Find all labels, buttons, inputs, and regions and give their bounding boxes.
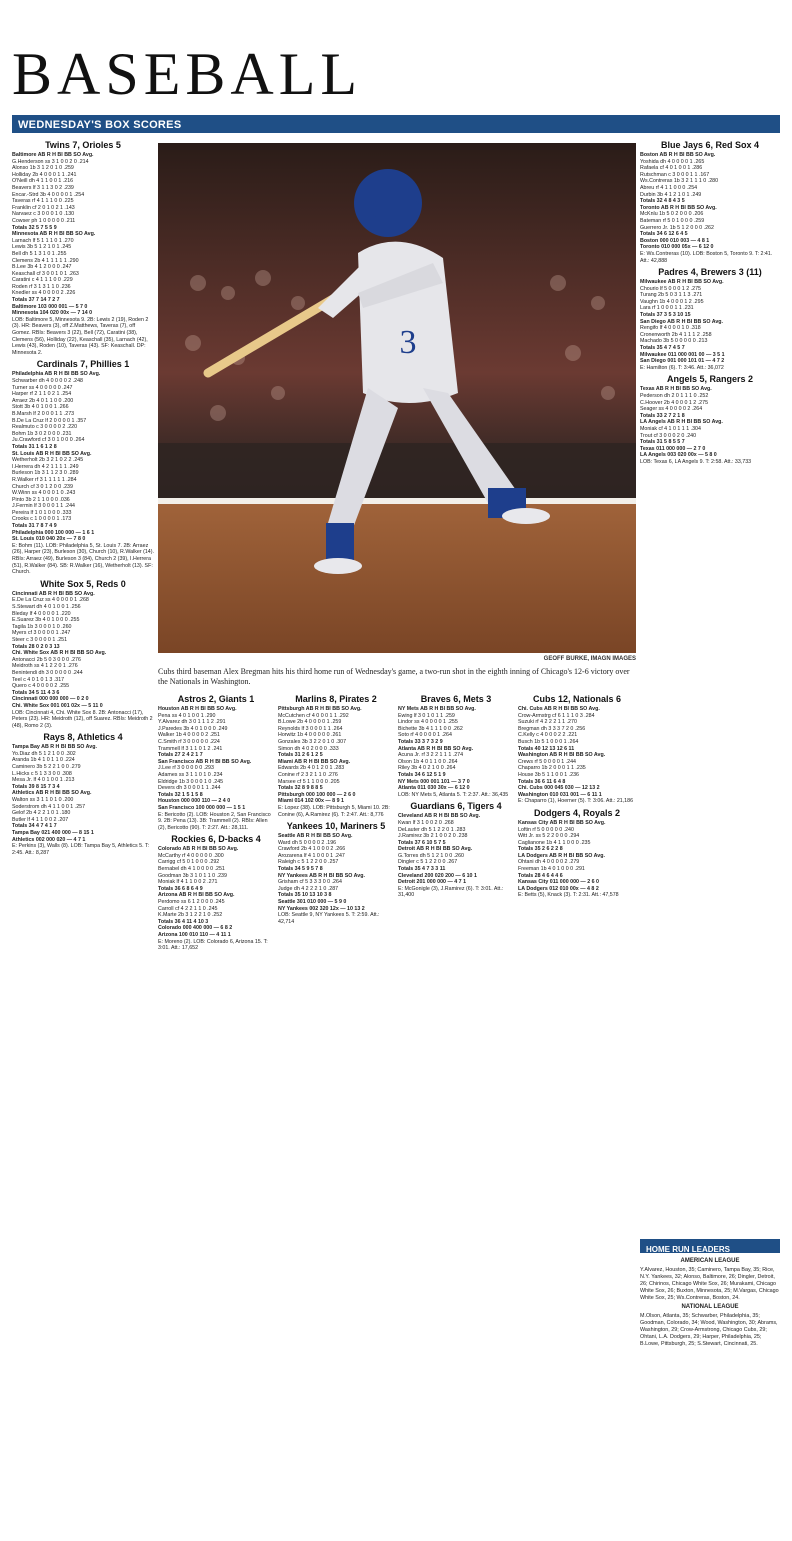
box-score-title: Dodgers 4, Royals 2 <box>533 807 621 818</box>
stat-row: E.De La Cruz ss 4 0 0 0 0 1 .268 <box>12 597 89 604</box>
stat-row: Bregman dh 3 3 3 7 2 0 .256 <box>518 725 586 732</box>
game-notes: E: Bohm (11). LOB: Philadelphia 5, St. Louis 7. 2B: Arraez (26), Harper (23), Burleson (30), Church (10), R.Walker (14). RBIs: Arraez (49), Burleson 3 (84), Church 2 (39), I.Herrera (51), R.Walker (84). SB: R.Walker (16), Wetherholt (13). SF: Church. <box>12 542 154 576</box>
game-notes: LOB: Texas 6, LA Angels 9. T: 2:58. Att.: 33,733 <box>640 458 752 465</box>
photo-caption: Cubs third baseman Alex Bregman hits his third home run of Wednesday's game, a two-run shot in the eighth inning of Chicago's 12-6 victory over the Nationals in Washington. <box>158 667 630 686</box>
stat-row: Yo.Diaz dh 5 1 2 1 0 0 .302 <box>12 750 76 757</box>
column-right <box>640 140 780 1235</box>
linescore-row: Detroit 201 000 000 — 4 7 1 <box>398 879 467 886</box>
photo-credit: GEOFF BURKE, IMAGN IMAGES <box>543 656 636 662</box>
leaders-title: HOME RUN LEADERS <box>646 1245 731 1254</box>
stat-row: C.Hoover 2b 4 0 0 0 1 2 .275 <box>640 399 709 406</box>
box-score <box>158 694 274 831</box>
stat-row: Arozarena lf 4 1 0 0 0 1 .247 <box>278 852 345 859</box>
stat-row: Busch 1b 5 1 0 0 0 1 .264 <box>518 738 579 745</box>
stat-row: Simon dh 4 0 2 0 0 0 .333 <box>278 745 339 752</box>
stat-row: Schwarber dh 4 0 0 0 0 2 .248 <box>12 378 83 384</box>
stat-row: Butler lf 4 1 1 0 0 2 .207 <box>12 816 69 823</box>
stat-row: G.Torres dh 5 1 2 1 0 0 .260 <box>398 852 464 859</box>
page-title: BASEBALL <box>12 41 363 107</box>
box-score <box>12 579 154 729</box>
stat-row: Y.Alvarez dh 3 0 1 1 1 2 .291 <box>158 719 226 726</box>
linescore-row: Baltimore 103 000 001 — 5 7 0 <box>12 303 88 310</box>
stat-row: Benintendi dh 3 0 0 0 0 0 .244 <box>12 669 83 676</box>
stat-row: Church cf 3 0 1 2 0 0 .239 <box>12 483 73 490</box>
box-score <box>518 694 636 805</box>
game-notes: E: Lopez (38). LOB: Pittsburgh 5, Miami 10. 2B: Conine (6), A.Ramirez (6). T: 2:47. Att.: 8,776 <box>278 804 390 818</box>
stat-row: Totals 27 2 4 2 1 7 <box>158 752 203 759</box>
stat-row: Cronenworth 2b 4 1 1 1 2 .258 <box>640 331 712 338</box>
box-score-title: Braves 6, Mets 3 <box>420 694 492 704</box>
stat-row: Bell dh 5 1 3 1 0 1 .255 <box>12 250 67 257</box>
stat-row: Totals 35 4 7 3 3 11 <box>398 866 446 873</box>
stat-row: Miami AB R H BI BB SO Avg. <box>278 758 351 765</box>
stat-row: E.Suarez 3b 4 0 1 0 0 0 .255 <box>12 617 80 624</box>
linescore-row: Minnesota 104 020 00x — 7 14 0 <box>12 310 93 317</box>
stat-row: LA Angels AB R H BI BB SO Avg. <box>640 419 723 426</box>
stat-row: Stott 3b 4 0 1 0 0 1 .266 <box>12 404 69 411</box>
stat-row: Loftin rf 5 0 0 0 0 0 .240 <box>518 826 574 833</box>
box-score-title: Yankees 10, Mariners 5 <box>286 821 386 832</box>
al-leaders-list: Y.Alvarez, Houston, 35; Caminero, Tampa Bay, 35; Rice, N.Y. Yankees, 32; Alonso, Baltimore, 26; Dingler, Detroit, 26; Chirinos, Chicago White Sox, 26; Murakami, Chicago White Sox, 26; Buxton, Minnesota, 25; M.Vargas, Chicago White Sox, 25; Ws.Contreras, Boston, 24. <box>640 1267 779 1301</box>
box-score <box>12 140 154 356</box>
box-score-title: Padres 4, Brewers 3 (11) <box>658 267 762 278</box>
stat-row: Detroit AB R H BI BB SO Avg. <box>398 846 473 853</box>
stat-row: Soderstrom dh 4 1 1 0 0 1 .257 <box>12 803 86 810</box>
stat-row: Harper rf 2 1 1 0 2 1 .254 <box>12 391 72 398</box>
linescore-row: Texas 011 000 000 — 2 7 0 <box>640 445 706 452</box>
stat-row: Guerrero Jr. 1b 5 1 2 0 0 0 .262 <box>640 224 714 231</box>
stat-row: Steer c 3 0 0 0 0 1 .251 <box>12 636 68 643</box>
stat-row: Cleveland AB R H BI BB SO Avg. <box>398 813 481 820</box>
game-notes: E: Chaparro (1), Hoerner (5). T: 3:06. Att.: 21,186 <box>518 798 634 805</box>
stat-row: Edwards 2b 4 0 1 2 0 1 .283 <box>278 765 345 772</box>
stat-row: Seager ss 4 0 0 0 0 2 .264 <box>640 406 703 413</box>
game-notes: E: Betts (5), Knack (3). T: 2:31. Att.: 47,578 <box>518 892 619 899</box>
stat-row: Tampa Bay AB R H BI BB SO Avg. <box>12 744 97 751</box>
stat-row: B.De La Cruz lf 2 0 0 0 0 1 .357 <box>12 417 87 424</box>
stat-row: Totals 35 2 6 2 2 8 <box>518 846 563 853</box>
nl-leaders-list: M.Olson, Atlanta, 35; Schwarber, Philadelphia, 35; Goodman, Colorado, 34; Wood, Washington, 30; Abrams, Washington, 29; Crow-Armstrong, Chicago Cubs, 29; Ohtani, L.A. Dodgers, 29; Harper, Philadelphia, 25; B.Lowe, Pittsburgh, 25; S.Stewart, Cincinnati, 25. <box>640 1313 778 1347</box>
linescore-row: Boston 000 010 003 — 4 8 1 <box>640 237 710 244</box>
stat-row: San Diego AB R H BI BB SO Avg. <box>640 318 723 325</box>
game-notes: LOB: NY Mets 5, Atlanta 5. T: 2:37. Att.: 36,435 <box>398 791 509 798</box>
stat-row: Meidroth ss 4 1 2 2 0 1 .276 <box>12 663 78 670</box>
stat-row: Pereira lf 1 0 1 0 0 0 .333 <box>12 509 72 516</box>
stat-row: Walker 1b 4 0 0 0 0 2 .251 <box>158 732 220 739</box>
stat-row: NY Mets AB R H BI BB SO Avg. <box>398 706 476 712</box>
stat-row: Roden rf 3 1 3 1 1 0 .236 <box>12 283 71 290</box>
linescore-row: Arizona 100 010 110 — 4 11 1 <box>158 932 231 938</box>
linescore-row: NY Yankees 002 320 12x — 10 13 2 <box>278 905 365 912</box>
stat-row: Baltimore AB R H BI BB SO Avg. <box>12 152 94 158</box>
stat-row: Adames ss 3 1 1 0 1 0 .234 <box>158 771 223 778</box>
stat-row: Bleday lf 4 0 0 0 0 1 .220 <box>12 610 71 617</box>
stat-row: Totals 31 2 6 1 2 5 <box>278 752 323 759</box>
stat-row: Arraez 2b 4 0 1 1 0 0 .200 <box>12 397 74 404</box>
stat-row: Alonso 1b 3 1 2 0 1 0 .259 <box>12 165 74 172</box>
stat-row: Totals 35 4 7 4 5 7 <box>640 345 685 352</box>
game-notes: E: Moreno (2). LOB: Colorado 6, Arizona 15. T: 3:01. Att.: 17,652 <box>158 938 268 952</box>
stat-row: Totals 28 0 2 0 3 13 <box>12 643 60 650</box>
stat-row: Witt Jr. ss 5 2 2 0 0 0 .294 <box>518 833 580 840</box>
stat-row: J.Lee rf 3 0 0 0 0 0 .293 <box>158 765 214 772</box>
stat-row: Totals 40 12 13 12 6 11 <box>518 745 575 752</box>
stat-row: W.Winn ss 4 0 0 0 1 0 .243 <box>12 490 76 497</box>
stat-row: Moniak cf 4 1 0 1 1 1 .304 <box>640 425 701 432</box>
stat-row: Ws.Contreras 1b 3 2 1 1 1 0 .280 <box>640 178 719 185</box>
stat-row: Cincinnati AB R H BI BB SO Avg. <box>12 590 95 597</box>
box-score <box>640 140 780 264</box>
stat-row: Pena ss 4 0 1 0 0 1 .290 <box>158 712 216 719</box>
stat-row: Burleson 1b 3 1 1 2 3 0 .289 <box>12 470 79 477</box>
box-score <box>158 834 274 952</box>
stat-row: Goodman 3b 3 1 0 1 1 0 .239 <box>158 872 227 879</box>
stat-row: Olson 1b 4 0 1 1 0 0 .264 <box>398 758 458 765</box>
box-score <box>398 801 514 899</box>
stat-row: Eldridge 1b 3 0 0 0 1 0 .245 <box>158 778 224 785</box>
box-score <box>398 694 514 798</box>
stat-row: DeLauter dh 5 1 2 2 0 1 .283 <box>398 826 466 833</box>
linescore-row: Cleveland 200 020 200 — 6 10 1 <box>398 872 477 879</box>
stat-row: Narvaez c 3 0 0 0 1 0 .130 <box>12 211 75 218</box>
stat-row: Cowser ph 1 0 0 0 0 0 .211 <box>12 217 76 224</box>
linescore-row: San Diego 001 000 101 01 — 4 7 2 <box>640 358 725 365</box>
stat-row: Suzuki rf 4 2 2 2 1 1 .270 <box>518 719 577 726</box>
stat-row: Totals 32 1 5 1 5 8 <box>158 791 203 798</box>
stat-row: Ohtani dh 4 0 0 0 0 2 .279 <box>518 859 580 866</box>
linescore-row: NY Mets 000 001 101 — 3 7 0 <box>398 778 470 785</box>
game-notes: E: Bericotto (2). LOB: Houston 2, San Francisco 9. 2B: Pena (13). 3B: Trammell (2). RBIs: Allen (2), Bericotto (90). T: 2:27. Att.: 28,111. <box>158 811 271 831</box>
stat-row: Totals 37 7 14 7 2 7 <box>12 297 60 304</box>
stat-row: Trammell lf 3 1 1 0 1 2 .241 <box>158 745 223 752</box>
linescore-row: St. Louis 010 040 20x — 7 8 0 <box>12 536 86 543</box>
stat-row: Totals 31 1 6 1 2 8 <box>12 443 57 450</box>
linescore-row: Athletics 002 000 020 — 4 7 1 <box>12 836 86 843</box>
stat-row: Conine rf 2 3 2 1 1 0 .276 <box>278 771 338 778</box>
box-score-title: Astros 2, Giants 1 <box>177 694 255 704</box>
column-center-d <box>518 694 636 1532</box>
stat-row: House 3b 5 1 1 0 0 1 .236 <box>518 771 579 778</box>
stat-row: J.Ramirez 3b 2 1 0 0 2 0 .238 <box>398 833 468 840</box>
linescore-row: Washington 010 031 001 — 6 11 1 <box>518 791 602 798</box>
column-center-c <box>398 694 514 1532</box>
stat-row: Lara rf 1 0 0 0 1 1 .231 <box>640 305 694 312</box>
box-score-title: Twins 7, Orioles 5 <box>45 140 121 150</box>
stat-row: Encar.-Strd 3b 4 0 0 0 0 1 .254 <box>12 191 85 198</box>
stat-row: Caratini c 4 1 1 1 0 0 .229 <box>12 277 73 284</box>
stat-row: Washington AB R H BI BB SO Avg. <box>518 752 606 759</box>
box-score <box>278 694 394 818</box>
stat-row: Totals 28 4 6 4 4 6 <box>518 872 563 879</box>
stat-row: Colorado AB R H BI BB SO Avg. <box>158 846 239 853</box>
stat-row: Wetherholt 2b 3 2 1 0 2 2 .245 <box>12 457 84 464</box>
stat-row: C.Kelly c 4 0 0 0 2 2 .221 <box>518 732 578 739</box>
game-notes: LOB: Cincinnati 4, Chi. White Sox 8. 2B: Antonacci (17), Peters (23). HR: Meidroth (12), off Suarez. RBIs: Meidroth 2 (48), Romo 2 (3). <box>12 709 153 729</box>
linescore-row: Cincinnati 000 000 000 — 0 2 0 <box>12 696 89 703</box>
stat-row: Trout cf 3 0 0 0 2 0 .240 <box>640 432 697 439</box>
stat-row: Machado 3b 5 0 0 0 0 0 .213 <box>640 338 708 345</box>
stat-row: Totals 36 6 11 6 4 8 <box>518 778 566 785</box>
box-score <box>518 808 636 899</box>
stat-row: Gelof 2b 4 2 2 1 0 1 .180 <box>12 810 71 817</box>
section-title: WEDNESDAY'S BOX SCORES <box>18 119 182 131</box>
linescore-row: Milwaukee 011 000 001 00 — 3 5 1 <box>640 351 725 358</box>
stat-row: Chi. White Sox AB R H BI BB SO Avg. <box>12 650 107 657</box>
stat-row: Arizona AB R H BI BB SO Avg. <box>158 892 235 899</box>
linescore-row: Atlanta 011 030 30x — 6 12 0 <box>398 785 470 792</box>
masthead <box>12 41 780 107</box>
stat-row: Judge dh 4 2 2 2 1 0 .287 <box>278 885 339 892</box>
stat-row: Riley 3b 4 0 2 1 0 0 .264 <box>398 765 456 772</box>
stat-row: Acuna Jr. rf 3 2 2 1 1 1 .274 <box>398 752 464 759</box>
stat-row: J.Fermin lf 3 0 0 0 1 1 .244 <box>12 503 76 510</box>
bregman-swing-photo <box>158 143 636 653</box>
stat-row: Texas AB R H BI BB SO Avg. <box>640 386 712 393</box>
stat-row: Clemens 2b 4 1 1 1 1 1 .290 <box>12 257 79 264</box>
stat-row: Beavers lf 3 1 1 3 0 2 .239 <box>12 184 74 191</box>
stat-row: Taveras rf 4 1 1 1 0 0 .225 <box>12 198 74 205</box>
stat-row: Totals 36 6 8 6 4 9 <box>158 885 203 892</box>
stat-row: Aranda 1b 4 1 0 1 1 0 .224 <box>12 757 75 764</box>
stat-row: Perdomo ss 6 1 2 0 0 0 .245 <box>158 899 225 906</box>
stat-row: Lindor ss 4 0 0 0 0 1 .255 <box>398 719 458 726</box>
stat-row: Totals 31 7 8 7 4 9 <box>12 523 57 530</box>
stat-row: Realmuto c 3 0 0 0 0 2 .220 <box>12 424 78 431</box>
stat-row: Totals 31 5 8 5 5 7 <box>640 439 685 446</box>
stat-row: Totals 34 5 9 5 7 8 <box>278 866 323 873</box>
stat-row: Grisham cf 5 3 3 3 0 0 .264 <box>278 879 342 886</box>
linescore-row: Tampa Bay 021 400 000 — 8 15 1 <box>12 830 94 836</box>
linescore-row: Miami 014 102 00x — 8 9 1 <box>278 798 344 805</box>
linescore-row: Houston 000 000 110 — 2 4 0 <box>158 798 231 805</box>
stat-row: Lewis 3b 5 1 2 1 0 1 .245 <box>12 244 72 251</box>
stat-row: Totals 34 4 7 4 1 7 <box>12 823 57 830</box>
game-notes: LOB: Baltimore 5, Minnesota 9. 2B: Lewis 2 (19), Roden 2 (3). HR: Beavers (3), off Z.Matthews, Taveras (7), off Gomez. RBIs: Beavers 3 (22), Bell (72), Caratini (38), Clemens (56), Holliday (22), Keaschall (35), Larnach (42), Lewis (43), Roden (10), Taveras (43). SF: Keaschall. DP: Minnesota 2. <box>12 316 149 356</box>
stat-row: McKnlu 1b 5 0 2 0 0 0 .206 <box>640 211 704 218</box>
linescore-row: Philadelphia 000 100 000 — 1 6 1 <box>12 529 95 536</box>
stat-row: Crawford 2b 4 1 0 0 0 2 .266 <box>278 846 346 853</box>
stat-row: Boston AB R H BI BB SO Avg. <box>640 152 716 158</box>
linescore-row: Toronto 010 000 05x — 6 12 0 <box>640 244 714 251</box>
stat-row: Antonacci 2b 5 0 3 0 0 0 .276 <box>12 656 81 663</box>
stat-row: L.Hicks c 5 1 3 3 0 0 .308 <box>12 770 72 777</box>
stat-row: Chaparro 1b 2 0 0 0 1 1 .235 <box>518 765 586 772</box>
game-notes: E: Perkins (3), Walls (8). LOB: Tampa Bay 5, Athletics 5. T: 2:45. Att.: 8,287 <box>12 843 150 856</box>
stat-row: Totals 37 6 10 5 7 5 <box>398 839 446 846</box>
box-score-title: Guardians 6, Tigers 4 <box>410 801 502 812</box>
stat-row: Totals 34 6 12 6 4 5 <box>640 231 688 238</box>
stat-row: Holliday 2b 4 0 0 0 1 1 .241 <box>12 171 77 178</box>
column-center-a <box>158 694 274 1532</box>
stat-row: NY Yankees AB R H BI BB SO Avg. <box>278 872 365 879</box>
stat-row: Bohm 1b 3 0 2 0 0 0 .231 <box>12 430 72 437</box>
stat-row: Totals 34 6 12 5 1 9 <box>398 771 446 778</box>
jersey-number: 3 <box>399 324 417 361</box>
stat-row: O'Neill dh 4 1 1 0 0 1 .216 <box>12 178 74 185</box>
column-center-b <box>278 694 394 1532</box>
stat-row: R.Walker rf 3 1 1 1 1 1 .284 <box>12 476 77 483</box>
box-score-title: Cardinals 7, Phillies 1 <box>36 359 130 370</box>
stat-row: McCutchen cf 4 0 0 0 1 1 .292 <box>278 712 349 719</box>
linescore-row: LA Angels 003 020 00x — 5 8 0 <box>640 452 717 459</box>
stat-row: Dingler c 5 1 2 2 0 0 .267 <box>398 859 458 866</box>
game-photo <box>158 143 636 653</box>
stat-row: Crooks c 1 0 0 0 0 1 .173 <box>12 516 72 523</box>
stat-row: Walton ss 3 1 1 0 1 0 .200 <box>12 797 74 804</box>
stat-row: Ward dh 5 0 0 0 0 2 .196 <box>278 839 337 846</box>
stat-row: Pederson dh 2 0 1 1 1 0 .252 <box>640 393 709 399</box>
stat-row: Totals 32 8 9 8 8 5 <box>278 785 323 792</box>
stat-row: Yoshida dh 4 0 0 0 0 1 .265 <box>640 158 705 165</box>
stat-row: Gonzales 3b 3 2 2 0 1 0 .307 <box>278 738 347 745</box>
box-score-title: Cubs 12, Nationals 6 <box>532 694 622 704</box>
stat-row: Toronto AB R H BI BB SO Avg. <box>640 204 717 211</box>
stat-row: Seattle AB R H BI BB SO Avg. <box>278 833 353 840</box>
stat-row: Caglianone 1b 4 1 1 0 0 0 .235 <box>518 839 591 846</box>
stat-row: Bateman rf 5 0 1 0 0 0 .259 <box>640 217 705 224</box>
stat-row: Horwitz 1b 4 0 0 0 0 0 .261 <box>278 732 342 739</box>
linescore-row: Seattle 301 010 000 — 5 9 0 <box>278 899 347 906</box>
stat-row: Raleigh c 5 1 2 2 0 0 .257 <box>278 859 339 866</box>
stat-row: Rafaela cf 4 0 1 0 0 1 .286 <box>640 165 703 172</box>
stat-row: Totals 33 3 7 3 2 9 <box>398 738 443 745</box>
stat-row: Turner ss 4 0 0 0 0 0 .247 <box>12 384 73 391</box>
stat-row: Reynolds lf 3 0 0 0 1 1 .264 <box>278 725 343 732</box>
stat-row: Tagila 1b 3 0 0 0 1 0 .260 <box>12 623 72 630</box>
stat-row: Kwan lf 3 1 0 0 2 0 .268 <box>398 819 454 826</box>
game-notes: E: McGonigle (3), J.Ramirez (6). T: 3:01. Att.: 31,400 <box>398 885 504 899</box>
stat-row: K.Marte 2b 3 1 2 2 1 0 .252 <box>158 912 223 919</box>
box-score-title: Rays 8, Athletics 4 <box>43 732 123 743</box>
stat-row: Atlanta AB R H BI BB SO Avg. <box>398 745 474 752</box>
linescore-row: Kansas City 011 000 000 — 2 6 0 <box>518 879 599 886</box>
stat-row: Mesa Jr. lf 4 0 1 0 0 1 .213 <box>12 777 75 784</box>
stat-row: B.Lowe 2b 4 0 0 0 0 1 .259 <box>278 719 342 726</box>
stat-row: Carrigg cf 5 0 1 0 0 0 .292 <box>158 859 220 866</box>
stat-row: Durbin 3b 4 1 2 1 0 1 .249 <box>640 191 702 198</box>
stat-row: Chi. Cubs AB R H BI BB SO Avg. <box>518 706 600 712</box>
stat-row: Pinto 3b 2 1 1 0 0 0 .036 <box>12 496 70 503</box>
stat-row: Ju.Crawford cf 3 0 1 0 0 0 .264 <box>12 437 85 444</box>
stat-row: Larnach lf 5 1 1 1 0 1 .270 <box>12 237 74 244</box>
stat-row: McCarthy rf 4 0 0 0 0 0 .300 <box>158 852 224 859</box>
box-score-title: Blue Jays 6, Red Sox 4 <box>660 140 760 150</box>
stat-row: Teel c 4 0 1 0 1 3 .317 <box>12 676 65 683</box>
linescore-row: Pittsburgh 000 100 000 — 2 6 0 <box>278 791 356 798</box>
stat-row: Keaschall cf 3 0 0 1 0 1 .263 <box>12 270 79 277</box>
stat-row: Totals 37 3 5 3 10 15 <box>640 312 691 319</box>
section-banner <box>12 115 780 133</box>
linescore-row: Colorado 000 400 000 — 6 8 2 <box>158 925 233 932</box>
stat-row: Ewing lf 3 0 1 0 1 1 .259 <box>398 712 455 719</box>
box-score-title: Marlins 8, Pirates 2 <box>295 694 377 704</box>
stat-row: J.Paredes 3b 4 0 1 0 0 0 .249 <box>158 725 228 732</box>
stat-row: Turang 2b 5 0 3 1 1 3 .271 <box>640 292 703 299</box>
stat-row: Myers cf 3 0 0 0 0 1 .247 <box>12 630 71 637</box>
stat-row: Totals 36 4 11 4 10 3 <box>158 918 209 925</box>
stat-row: Freeman 1b 4 0 1 0 0 0 .291 <box>518 866 585 873</box>
stat-row: C.Smith rf 3 0 0 0 0 0 .224 <box>158 738 220 745</box>
stat-row: Totals 35 10 13 10 3 8 <box>278 892 332 899</box>
stat-row: Rengifo lf 4 0 0 0 1 0 .318 <box>640 325 701 332</box>
stat-row: Vaughn 1b 4 0 0 0 1 2 .295 <box>640 298 704 305</box>
stat-row: Crow-Armstrg cf 6 1 1 1 0 3 .284 <box>518 712 595 719</box>
game-notes: E: Ws.Contreras (10). LOB: Boston 5, Toronto 9. T: 2:41. Att.: 42,888 <box>640 250 773 264</box>
stat-row: Soto rf 4 0 0 0 0 1 .264 <box>398 732 452 739</box>
stat-row: Devers dh 3 0 0 0 1 1 .244 <box>158 785 221 792</box>
stat-row: Kansas City AB R H BI BB SO Avg. <box>518 819 606 826</box>
linescore-row: San Francisco 100 000 000 — 1 5 1 <box>158 804 246 811</box>
stat-row: Bichette 3b 4 1 1 1 0 0 .262 <box>398 725 463 732</box>
stat-row: Houston AB R H BI BB SO Avg. <box>158 706 237 712</box>
stat-row: Totals 32 5 7 5 5 9 <box>12 224 57 231</box>
box-score <box>640 374 780 465</box>
stat-row: San Francisco AB R H BI BB SO Avg. <box>158 758 252 765</box>
stat-row: Caminero 3b 5 2 2 1 0 0 .279 <box>12 764 81 771</box>
stat-row: Bernabel dh 4 1 0 0 0 0 .251 <box>158 866 225 873</box>
home-run-leaders <box>640 1256 780 1348</box>
stat-row: B.Marsh lf 2 0 0 0 1 1 .273 <box>12 410 75 417</box>
stat-row: Carroll cf 4 2 2 1 1 0 .245 <box>158 905 218 912</box>
linescore-row: Chi. Cubs 000 045 030 — 12 13 2 <box>518 785 600 792</box>
stat-row: Moniak lf 4 1 1 0 0 2 .271 <box>158 879 218 886</box>
stat-row: Quero c 4 0 0 0 0 2 .255 <box>12 683 70 690</box>
stat-row: Marsee cf 5 1 1 0 0 0 .205 <box>278 778 340 785</box>
box-score-title: White Sox 5, Reds 0 <box>40 578 126 589</box>
stat-row: Totals 33 2 7 2 1 8 <box>640 412 685 419</box>
box-score <box>12 732 154 856</box>
linescore-row: Chi. White Sox 001 001 02x — 5 11 0 <box>12 702 103 709</box>
stat-row: Athletics AB R H BI BB SO Avg. <box>12 790 92 797</box>
box-score <box>278 821 394 925</box>
stat-row: Milwaukee AB R H BI BB SO Avg. <box>640 279 724 286</box>
linescore-row: LA Dodgers 012 010 00x — 4 8 2 <box>518 885 599 892</box>
box-score <box>640 267 780 371</box>
box-score <box>12 359 154 575</box>
stat-row: LA Dodgers AB R H BI BB SO Avg. <box>518 852 605 859</box>
stat-row: I.Herrera dh 4 2 1 1 1 1 .249 <box>12 463 79 470</box>
box-score-title: Angels 5, Rangers 2 <box>666 374 754 385</box>
stat-row: Minnesota AB R H BI BB SO Avg. <box>12 231 96 238</box>
stat-row: Crews rf 5 0 0 0 0 1 .244 <box>518 758 577 765</box>
stat-row: S.Stewart dh 4 0 1 0 0 1 .256 <box>12 604 81 610</box>
stat-row: Totals 34 5 11 4 3 6 <box>12 689 60 696</box>
stat-row: Chourio lf 5 0 0 0 1 2 .275 <box>640 285 701 292</box>
stat-row: G.Henderson ss 3 1 0 0 2 0 .214 <box>12 158 89 165</box>
stat-row: Pittsburgh AB R H BI BB SO Avg. <box>278 706 362 712</box>
stat-row: Knedler ss 4 0 0 0 0 2 .226 <box>12 290 76 297</box>
stat-row: St. Louis AB R H BI BB SO Avg. <box>12 450 92 457</box>
stat-row: Rutschman c 3 0 0 0 1 1 .167 <box>640 171 710 178</box>
stat-row: Totals 32 4 8 4 3 5 <box>640 198 685 205</box>
column-left <box>12 140 154 1532</box>
stat-row: Abreu rf 4 1 1 0 0 0 .254 <box>640 184 698 191</box>
box-score-title: Rockies 6, D-backs 4 <box>171 834 261 845</box>
game-notes: LOB: Seattle 9, NY Yankees 5. T: 2:59. Att.: 42,714 <box>278 912 380 925</box>
stat-row: Philadelphia AB R H BI BB SO Avg. <box>12 371 101 378</box>
stat-row: Franklin cf 2 0 1 0 2 1 .143 <box>12 204 75 211</box>
home-run-leaders-banner <box>640 1239 780 1253</box>
nl-leaders-heading: NATIONAL LEAGUE <box>681 1304 739 1310</box>
stat-row: B.Lee 3b 4 1 2 0 0 0 .247 <box>12 264 72 271</box>
game-notes: E: Hamilton (6). T: 3:46. Att.: 36,072 <box>640 364 724 371</box>
al-leaders-heading: AMERICAN LEAGUE <box>680 1258 740 1264</box>
stat-row: Totals 39 8 15 7 3 4 <box>12 783 60 790</box>
